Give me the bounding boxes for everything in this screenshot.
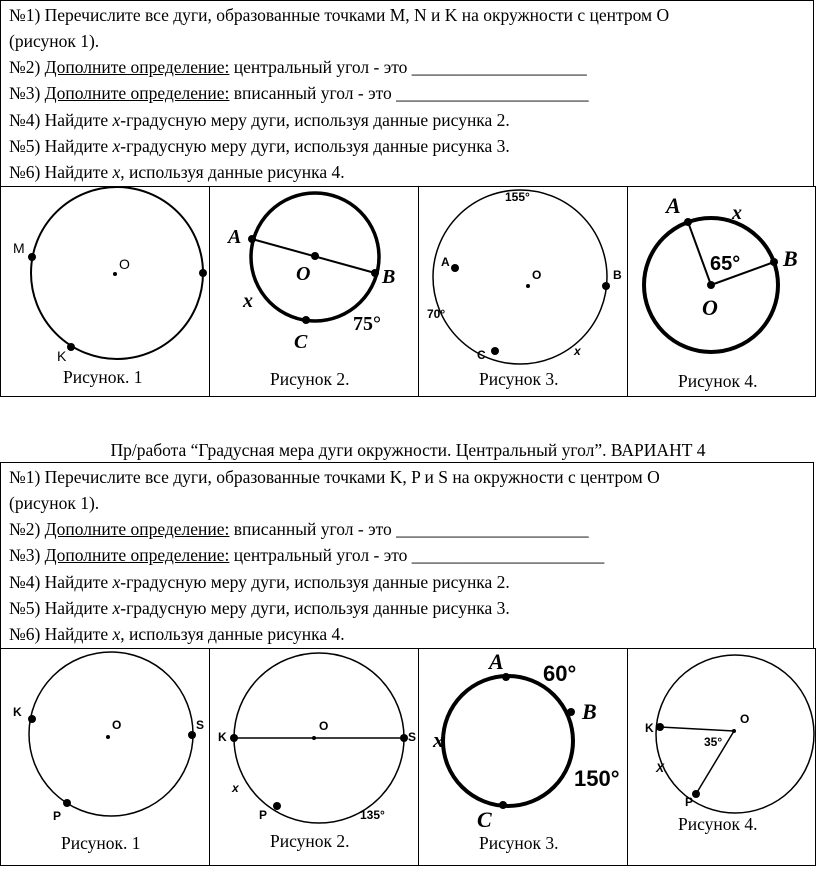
figure-caption: Рисунок 4. bbox=[678, 371, 758, 391]
task-line: (рисунок 1). bbox=[9, 493, 100, 513]
task-line: №5) Найдите x-градусную меру дуги, используя данные рисунка 3. bbox=[9, 136, 510, 156]
label-angle: 35° bbox=[704, 735, 723, 749]
label-m: M bbox=[13, 240, 25, 256]
task-line: №3) Дополните определение: вписанный угол - это ______________________ bbox=[9, 83, 589, 103]
figure-caption: Рисунок 3. bbox=[479, 833, 559, 853]
task-line: №3) Дополните определение: центральный угол - это ______________________ bbox=[9, 545, 605, 565]
label-c: C bbox=[477, 348, 486, 362]
label-o: O bbox=[532, 268, 542, 282]
label-k: K bbox=[57, 348, 67, 364]
label-a: A bbox=[228, 226, 242, 248]
label-angle: 75° bbox=[353, 313, 381, 335]
label-x: x bbox=[232, 781, 239, 795]
label-s: S bbox=[408, 730, 417, 744]
figure-4 bbox=[627, 186, 816, 397]
circle-diagram bbox=[628, 187, 816, 397]
figure-3 bbox=[418, 648, 628, 866]
label-b: B bbox=[582, 699, 597, 724]
task-line: №6) Найдите x, используя данные рисунка 4. bbox=[9, 624, 345, 644]
figure-caption: Рисунок 3. bbox=[479, 369, 559, 389]
figure-caption: Рисунок 2. bbox=[270, 831, 350, 851]
label-k: K bbox=[645, 721, 654, 735]
label-p: P bbox=[53, 809, 62, 823]
label-b: B bbox=[382, 266, 396, 288]
figures-row-1 bbox=[0, 186, 816, 397]
label-p: P bbox=[259, 808, 268, 822]
figure-caption: Рисунок 2. bbox=[270, 369, 350, 389]
figure-2 bbox=[209, 186, 419, 397]
circle-diagram bbox=[210, 187, 419, 397]
label-k: K bbox=[218, 730, 227, 744]
figure-1 bbox=[0, 648, 210, 866]
figure-2 bbox=[209, 648, 419, 866]
tasks-block-2 bbox=[0, 462, 814, 648]
figure-3 bbox=[418, 186, 628, 397]
label-arc-right: 150° bbox=[574, 766, 620, 791]
task-line: (рисунок 1). bbox=[9, 31, 100, 51]
task-line: №4) Найдите x-градусную меру дуги, используя данные рисунка 2. bbox=[9, 572, 510, 592]
label-s: S bbox=[196, 718, 205, 732]
circle-diagram bbox=[419, 187, 628, 397]
task-line: №6) Найдите x, используя данные рисунка 4. bbox=[9, 162, 345, 182]
label-c: C bbox=[294, 331, 308, 353]
label-p: P bbox=[685, 795, 694, 809]
label-x: x bbox=[433, 727, 444, 752]
label-k: K bbox=[13, 705, 22, 719]
figure-4 bbox=[627, 648, 816, 866]
task-line: №1) Перечислите все дуги, образованные точками M, N и K на окружности с центром O bbox=[9, 5, 670, 25]
tasks-block-1 bbox=[0, 0, 814, 186]
worksheet-title: Пр/работа “Градусная мера дуги окружности. Центральный угол”. ВАРИАНТ 4 bbox=[110, 440, 706, 460]
figure-1 bbox=[0, 186, 210, 397]
label-o: O bbox=[119, 256, 130, 272]
label-a: A bbox=[489, 649, 504, 674]
label-o: O bbox=[740, 712, 750, 726]
task-line: №4) Найдите x-градусную меру дуги, используя данные рисунка 2. bbox=[9, 110, 510, 130]
task-line: №2) Дополните определение: вписанный угол - это ______________________ bbox=[9, 519, 589, 539]
label-x: x bbox=[574, 344, 581, 358]
label-c: C bbox=[477, 807, 492, 832]
task-line: №2) Дополните определение: центральный угол - это ____________________ bbox=[9, 57, 587, 77]
label-angle: 65° bbox=[710, 253, 741, 275]
task-line: №5) Найдите x-градусную меру дуги, используя данные рисунка 3. bbox=[9, 598, 510, 618]
label-arc-top: 155° bbox=[505, 190, 530, 204]
figures-row-2 bbox=[0, 648, 816, 866]
label-arc-left: 70° bbox=[427, 307, 446, 321]
label-o: O bbox=[112, 718, 122, 732]
label-x: x bbox=[732, 202, 742, 224]
label-o: O bbox=[296, 263, 311, 285]
task-line: №1) Перечислите все дуги, образованные точками K, P и S на окружности с центром O bbox=[9, 467, 660, 487]
figure-caption: Рисунок. 1 bbox=[63, 367, 143, 387]
circle-diagram bbox=[1, 187, 210, 397]
label-o: O bbox=[702, 295, 718, 320]
label-a: A bbox=[666, 193, 681, 218]
label-b: B bbox=[613, 268, 622, 282]
label-a: A bbox=[441, 255, 450, 269]
figure-caption: Рисунок 4. bbox=[678, 814, 758, 834]
label-b: B bbox=[783, 246, 798, 271]
label-x: x bbox=[243, 290, 253, 312]
label-arc-top: 60° bbox=[543, 661, 577, 686]
figure-caption: Рисунок. 1 bbox=[61, 833, 141, 853]
label-x: X bbox=[656, 761, 665, 775]
label-o: O bbox=[319, 719, 329, 733]
label-angle: 135° bbox=[360, 808, 385, 822]
